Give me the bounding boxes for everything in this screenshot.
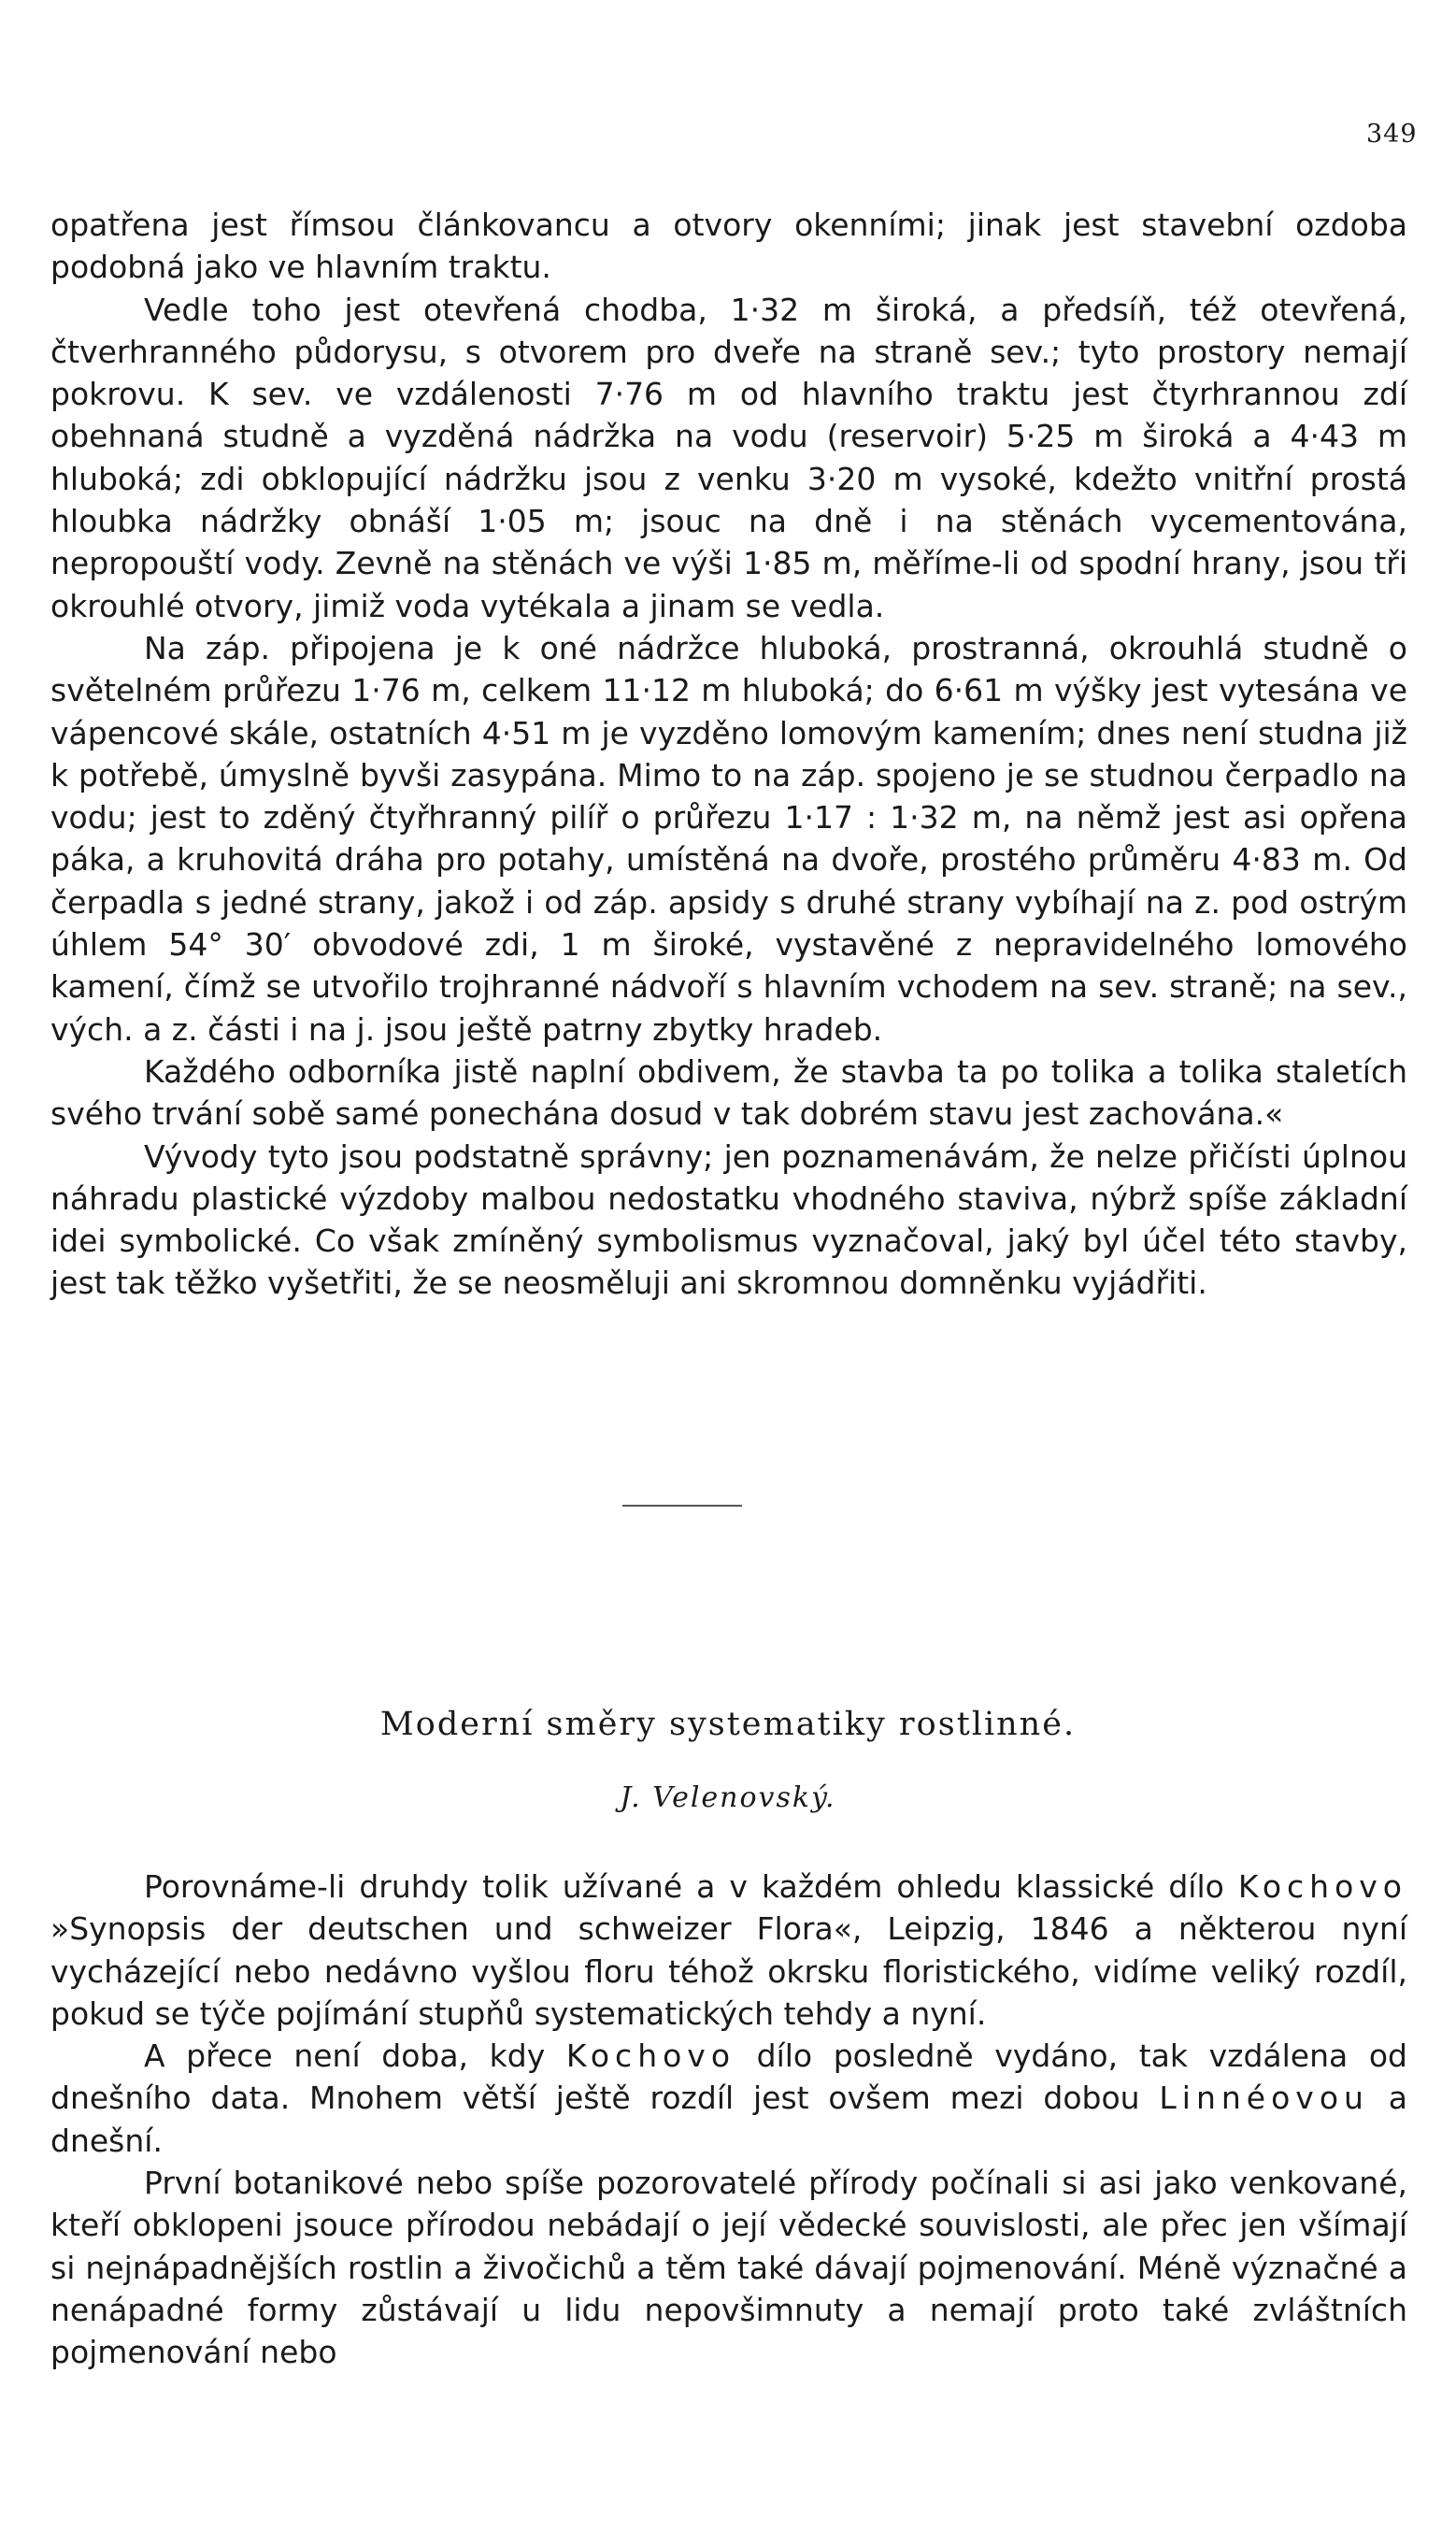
paragraph-4: Každého odborníka jistě naplní obdivem, že stavba ta po tolika a tolika staletích svého trvání sobě samé ponechána dosud v tak dobrém stavu jest zachována.« [50, 1052, 1407, 1133]
text-run: Porovnáme-li druhdy tolik užívané a v každém ohledu klassické dílo [144, 1868, 1238, 1905]
article-continuation [50, 204, 1407, 1305]
text-run: a dnešní. [50, 2080, 1407, 2159]
article-paragraph-2 [50, 2035, 1407, 2162]
article-paragraph-1 [50, 1866, 1407, 2035]
paragraph-1: opatřena jest římsou článkovancu a otvory okenními; jinak jest stavební ozdoba podobná jako ve hlavním traktu. [50, 207, 1407, 286]
article-title: Moderní směry systematiky rostlinné. [379, 1706, 1077, 1743]
text-run: A přece není doba, kdy [144, 2037, 566, 2075]
author-name-koch: Kochovo [1237, 1868, 1407, 1905]
author-name-linne: Linnéovou [1159, 2080, 1369, 2117]
article-body [50, 1866, 1407, 2374]
text-run: »Synopsis der deutschen und schweizer Flora«, Leipzig, 1846 a některou nyní vycházející nebo nedávno vyšlou floru téhož okrsku floristického, vidíme veliký rozdíl, pokud se týče pojímání stupňů systematických tehdy a nyní. [50, 1910, 1407, 2032]
section-divider [622, 1505, 742, 1507]
paragraph-5: Vývody tyto jsou podstatně správny; jen poznamenávám, že nelze přičísti úplnou náhradu plastické výzdoby malbou nedostatku vhodného staviva, nýbrž spíše základní idei symbolické. Co však zmíněný symbolismus vyznačoval, jaký byl účel této stavby, jest tak těžko vyšetřiti, že se neosměluji ani skromnou domněnku vyjádřiti. [50, 1137, 1407, 1302]
text-run: dílo posledně vydáno, tak vzdálena od dnešního data. Mnohem větší ještě rozdíl jest ovšem mezi dobou [50, 2037, 1407, 2117]
page-number: 349 [1366, 120, 1418, 149]
article-author: J. Velenovský. [620, 1781, 836, 1814]
paragraph-3: Na záp. připojena je k oné nádržce hluboká, prostranná, okrouhlá studně o světelném průřezu 1·76 m, celkem 11·12 m hluboká; do 6·61 m výšky jest vytesána ve vápencové skále, ostatních 4·51 m je vyzděno lomovým kamením; dnes není studna již k potřebě, úmyslně byvši zasypána. Mimo to na záp. spojeno je se studnou čerpadlo na vodu; jest to zděný čtyřhranný pilíř o průřezu 1·17 : 1·32 m, na němž jest asi opřena páka, a kruhovitá dráha pro potahy, umístěná na dvoře, prostého průměru 4·83 m. Od čerpadla s jedné strany, jakož i od záp. apsidy s druhé strany vybíhají na z. pod ostrým úhlem 54° 30′ obvodové zdi, 1 m široké, vystavěné z nepravidelného lomového kamení, čímž se utvořilo trojhranné nádvoří s hlavním vchodem na sev. straně; na sev., vých. a z. části i na j. jsou ještě patrny zbytky hradeb. [50, 629, 1407, 1048]
author-name-koch: Kochovo [565, 2037, 736, 2075]
article-paragraph-3: První botanikové nebo spíše pozorovatelé přírody počínali si asi jako venkované, kteří obklopeni jsouce přírodou nebádají o její vědecké souvislosti, ale přec jen všímají si nejnápadnějších rostlin a živočichů a těm také dávají pojmenování. Méně význačné a nenápadné formy zůstávají u lidu nepovšimnuty a nemají proto také zvláštních pojmenování nebo [50, 2165, 1407, 2371]
paragraph-2: Vedle toho jest otevřená chodba, 1·32 m široká, a předsíň, též otevřená, čtverhranného půdorysu, s otvorem pro dveře na straně sev.; tyto prostory nemají pokrovu. K sev. ve vzdálenosti 7·76 m od hlavního traktu jest čtyrhrannou zdí obehnaná studně a vyzděná nádržka na vodu (reservoir) 5·25 m široká a 4·43 m hluboká; zdi obklopující nádržku jsou z venku 3·20 m vysoké, kdežto vnitřní prostá hloubka nádržky obnáší 1·05 m; jsouc na dně i na stěnách vycementována, nepropouští vody. Zevně na stěnách ve výši 1·85 m, měříme-li od spodní hrany, jsou tři okrouhlé otvory, jimiž voda vytékala a jinam se vedla. [50, 291, 1407, 624]
